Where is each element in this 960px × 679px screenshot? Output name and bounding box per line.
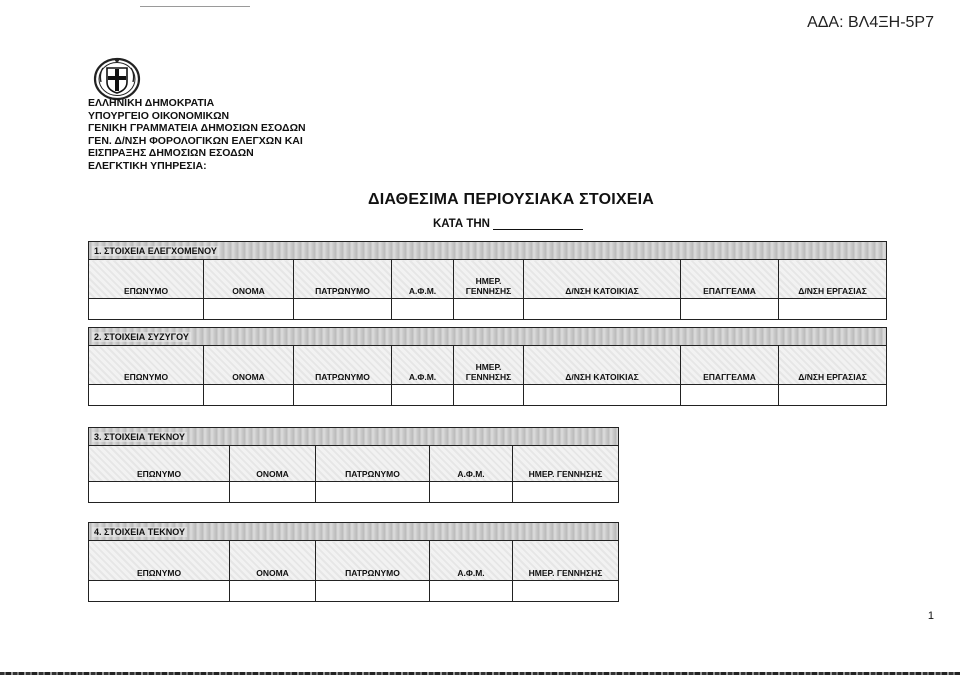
header-line: ΕΙΣΠΡΑΞΗΣ ΔΗΜΟΣΙΩΝ ΕΣΟΔΩΝ (88, 147, 254, 160)
blank-field[interactable] (513, 581, 619, 602)
blank-field[interactable] (89, 385, 204, 406)
column-header: ΗΜΕΡ. ΓΕΝΝΗΣΗΣ (513, 541, 619, 581)
column-header: Α.Φ.Μ. (430, 446, 513, 482)
ada-code: ΑΔΑ: ΒΛ4ΞΗ-5Ρ7 (807, 14, 934, 31)
column-header-line: ΓΕΝΝΗΣΗΣ (465, 372, 512, 382)
blank-field[interactable] (681, 299, 779, 320)
column-header (454, 346, 524, 385)
section-child-table (88, 427, 619, 503)
section-taxpayer-table (88, 241, 887, 320)
header-line: ΥΠΟΥΡΓΕΙΟ ΟΙΚΟΝΟΜΙΚΩΝ (88, 109, 230, 122)
blank-field[interactable] (513, 482, 619, 503)
blank-field[interactable] (230, 482, 316, 503)
column-header: Δ/ΝΣΗ ΚΑΤΟΙΚΙΑΣ (524, 260, 681, 299)
document-subtitle (433, 218, 583, 230)
page-number: 1 (927, 610, 934, 622)
section-caption: 2. ΣΤΟΙΧΕΙΑ ΣΥΖΥΓΟΥ (89, 328, 887, 346)
scan-artifact-line (140, 6, 250, 7)
column-header: ΟΝΟΜΑ (230, 541, 316, 581)
blank-field[interactable] (294, 299, 392, 320)
section-caption: 4. ΣΤΟΙΧΕΙΑ ΤΕΚΝΟΥ (89, 523, 619, 541)
blank-field[interactable] (454, 385, 524, 406)
column-header: Δ/ΝΣΗ ΕΡΓΑΣΙΑΣ (779, 260, 887, 299)
blank-field[interactable] (392, 299, 454, 320)
column-header: Α.Φ.Μ. (392, 346, 454, 385)
scan-edge-artifact (0, 672, 960, 675)
column-header: ΕΠΩΝΥΜΟ (89, 446, 230, 482)
issuing-authority (88, 97, 306, 173)
blank-field[interactable] (681, 385, 779, 406)
header-line: ΓΕΝΙΚΗ ΓΡΑΜΜΑΤΕΙΑ ΔΗΜΟΣΙΩΝ ΕΣΟΔΩΝ (88, 122, 306, 135)
header-line: ΕΛΕΓΚΤΙΚΗ ΥΠΗΡΕΣΙΑ: (88, 159, 207, 172)
header-line: ΓΕΝ. Δ/ΝΣΗ ΦΟΡΟΛΟΓΙΚΩΝ ΕΛΕΓΧΩΝ ΚΑΙ (88, 134, 303, 147)
blank-field[interactable] (430, 581, 513, 602)
blank-field[interactable] (89, 299, 204, 320)
blank-field[interactable] (430, 482, 513, 503)
column-header-line: ΓΕΝΝΗΣΗΣ (465, 286, 512, 296)
section-caption: 3. ΣΤΟΙΧΕΙΑ ΤΕΚΝΟΥ (89, 428, 619, 446)
blank-field[interactable] (230, 581, 316, 602)
blank-field[interactable] (294, 385, 392, 406)
blank-field[interactable] (392, 385, 454, 406)
column-header: ΕΠΩΝΥΜΟ (89, 541, 230, 581)
column-header: ΟΝΟΜΑ (230, 446, 316, 482)
column-header: Α.Φ.Μ. (392, 260, 454, 299)
blank-field[interactable] (89, 581, 230, 602)
section-child-table (88, 522, 619, 602)
column-header: ΕΠΑΓΓΕΛΜΑ (681, 260, 779, 299)
subtitle-text: ΚΑΤΑ ΤΗΝ (433, 218, 490, 230)
column-header: ΗΜΕΡ. ΓΕΝΝΗΣΗΣ (513, 446, 619, 482)
column-header: ΠΑΤΡΩΝΥΜΟ (316, 541, 430, 581)
greek-coat-of-arms-icon (92, 52, 142, 102)
blank-field[interactable] (89, 482, 230, 503)
section-caption: 1. ΣΤΟΙΧΕΙΑ ΕΛΕΓΧΟΜΕΝΟΥ (89, 242, 887, 260)
section-spouse-table (88, 327, 887, 406)
column-header: ΟΝΟΜΑ (204, 260, 294, 299)
column-header: Δ/ΝΣΗ ΕΡΓΑΣΙΑΣ (779, 346, 887, 385)
column-header: ΠΑΤΡΩΝΥΜΟ (294, 346, 392, 385)
blank-field[interactable] (524, 299, 681, 320)
blank-field[interactable] (454, 299, 524, 320)
header-line: ΕΛΛΗΝΙΚΗ ΔΗΜΟΚΡΑΤΙΑ (88, 97, 215, 109)
blank-field[interactable] (204, 385, 294, 406)
document-title: ΔΙΑΘΕΣΙΜΑ ΠΕΡΙΟΥΣΙΑΚΑ ΣΤΟΙΧΕΙΑ (368, 191, 655, 208)
column-header: ΕΠΩΝΥΜΟ (89, 260, 204, 299)
blank-field[interactable] (316, 581, 430, 602)
blank-field[interactable] (316, 482, 430, 503)
column-header: Α.Φ.Μ. (430, 541, 513, 581)
date-blank-line (493, 218, 583, 230)
blank-field[interactable] (204, 299, 294, 320)
column-header: ΟΝΟΜΑ (204, 346, 294, 385)
blank-field[interactable] (779, 299, 887, 320)
column-header: ΠΑΤΡΩΝΥΜΟ (294, 260, 392, 299)
column-header-line: ΗΜΕΡ. (475, 362, 502, 372)
column-header: ΠΑΤΡΩΝΥΜΟ (316, 446, 430, 482)
column-header (454, 260, 524, 299)
column-header: Δ/ΝΣΗ ΚΑΤΟΙΚΙΑΣ (524, 346, 681, 385)
blank-field[interactable] (779, 385, 887, 406)
blank-field[interactable] (524, 385, 681, 406)
column-header-line: ΗΜΕΡ. (475, 276, 502, 286)
column-header: ΕΠΩΝΥΜΟ (89, 346, 204, 385)
column-header: ΕΠΑΓΓΕΛΜΑ (681, 346, 779, 385)
